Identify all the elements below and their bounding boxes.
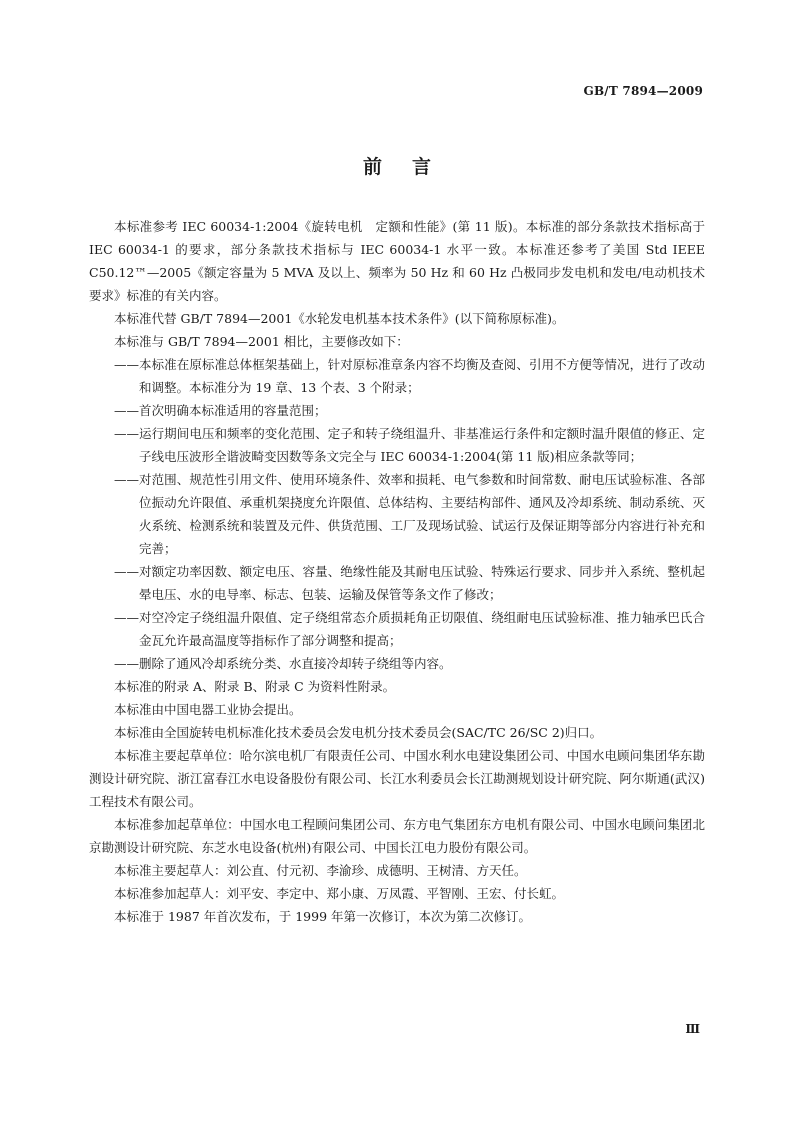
list-item [89,353,705,399]
list-dash: —— [114,426,139,441]
list-item [89,422,705,468]
list-item-text: 删除了通风冷却系统分类、水直接冷却转子绕组等内容。 [139,656,452,671]
paragraph-participating-drafters: 本标准参加起草人：刘平安、李定中、郑小康、万凤霞、平智刚、王宏、付长虹。 [114,886,565,901]
list-item-text: 对额定功率因数、额定电压、容量、绝缘性能及其耐电压试验、特殊运行要求、同步并入系统、整机起晕电压、水的电导率、标志、包装、运输及保管等条文作了修改； [139,564,705,602]
list-item [89,399,705,422]
paragraph-main-drafting-units: 本标准主要起草单位：哈尔滨电机厂有限责任公司、中国水利水电建设集团公司、中国水电顾问集团华东勘测设计研究院、浙江富春江水电设备股份有限公司、长江水利委员会长江勘测规划设计研究院、阿尔斯通(武汉)工程技术有限公司。 [89,748,705,809]
page-title: 前言 [362,156,461,178]
paragraph-participating-units: 本标准参加起草单位：中国水电工程顾问集团公司、东方电气集团东方电机有限公司、中国水电顾问集团北京勘测设计研究院、东芝水电设备(杭州)有限公司、中国长江电力股份有限公司。 [89,817,705,855]
paragraph-main-drafters: 本标准主要起草人：刘公直、付元初、李渝珍、成德明、王树清、方天任。 [114,863,527,878]
page-number: Ⅲ [685,1022,700,1036]
list-item-text: 对范围、规范性引用文件、使用环境条件、效率和损耗、电气参数和时间常数、耐电压试验标准、各部位振动允许限值、承重机架挠度允许限值、总体结构、主要结构部件、通风及冷却系统、制动系统、灭火系统、检测系统和装置及元件、供货范围、工厂及现场试验、试运行及保证期等部分内容进行补充和完善； [139,472,705,556]
list-item-text: 首次明确本标准适用的容量范围； [139,403,327,418]
paragraph-committee: 本标准由全国旋转电机标准化技术委员会发电机分技术委员会(SAC/TC 26/SC 2)归口。 [114,725,603,740]
list-dash: —— [114,472,139,487]
foreword-body [89,215,705,928]
list-dash: —— [114,656,139,671]
list-dash: —— [114,357,139,372]
list-item [89,606,705,652]
standard-code: GB/T 7894—2009 [583,84,703,98]
paragraph-history: 本标准于 1987 年首次发布，于 1999 年第一次修订，本次为第二次修订。 [114,909,532,924]
paragraph-replaces: 本标准代替 GB/T 7894—2001《水轮发电机基本技术条件》(以下简称原标准)。 [114,311,565,326]
list-item-text: 运行期间电压和频率的变化范围、定子和转子绕组温升、非基准运行条件和定额时温升限值的修正、定子线电压波形全谐波畸变因数等条文完全与 IEC 60034-1:2004(第 11 版)相应条款等同； [139,426,705,464]
list-dash: —— [114,610,139,625]
paragraph-annexes: 本标准的附录 A、附录 B、附录 C 为资料性附录。 [114,679,396,694]
list-item-text: 本标准在原标准总体框架基础上，针对原标准章条内容不均衡及查阅、引用不方便等情况，进行了改动和调整。本标准分为 19 章、13 个表、3 个附录； [139,357,705,395]
list-item [89,652,705,675]
paragraph-changes-intro: 本标准与 GB/T 7894—2001 相比，主要修改如下： [114,334,409,349]
paragraph-proposer: 本标准由中国电器工业协会提出。 [114,702,302,717]
paragraph-references: 本标准参考 IEC 60034-1:2004《旋转电机 定额和性能》(第 11 版)。本标准的部分条款技术指标高于IEC 60034-1 的要求，部分条款技术指标与 IEC 60034-1 水平一致。本标准还参考了美国 Std IEEE C50.12™—2005《额定容量为 5 MVA 及以上、频率为 50 Hz 和 60 Hz 凸极同步发电机和发电/电动机技术要求》标准的有关内容。 [89,219,705,303]
list-item-text: 对空冷定子绕组温升限值、定子绕组常态介质损耗角正切限值、绕组耐电压试验标准、推力轴承巴氏合金瓦允许最高温度等指标作了部分调整和提高； [139,610,705,648]
list-item [89,468,705,560]
list-item [89,560,705,606]
list-dash: —— [114,403,139,418]
list-dash: —— [114,564,139,579]
